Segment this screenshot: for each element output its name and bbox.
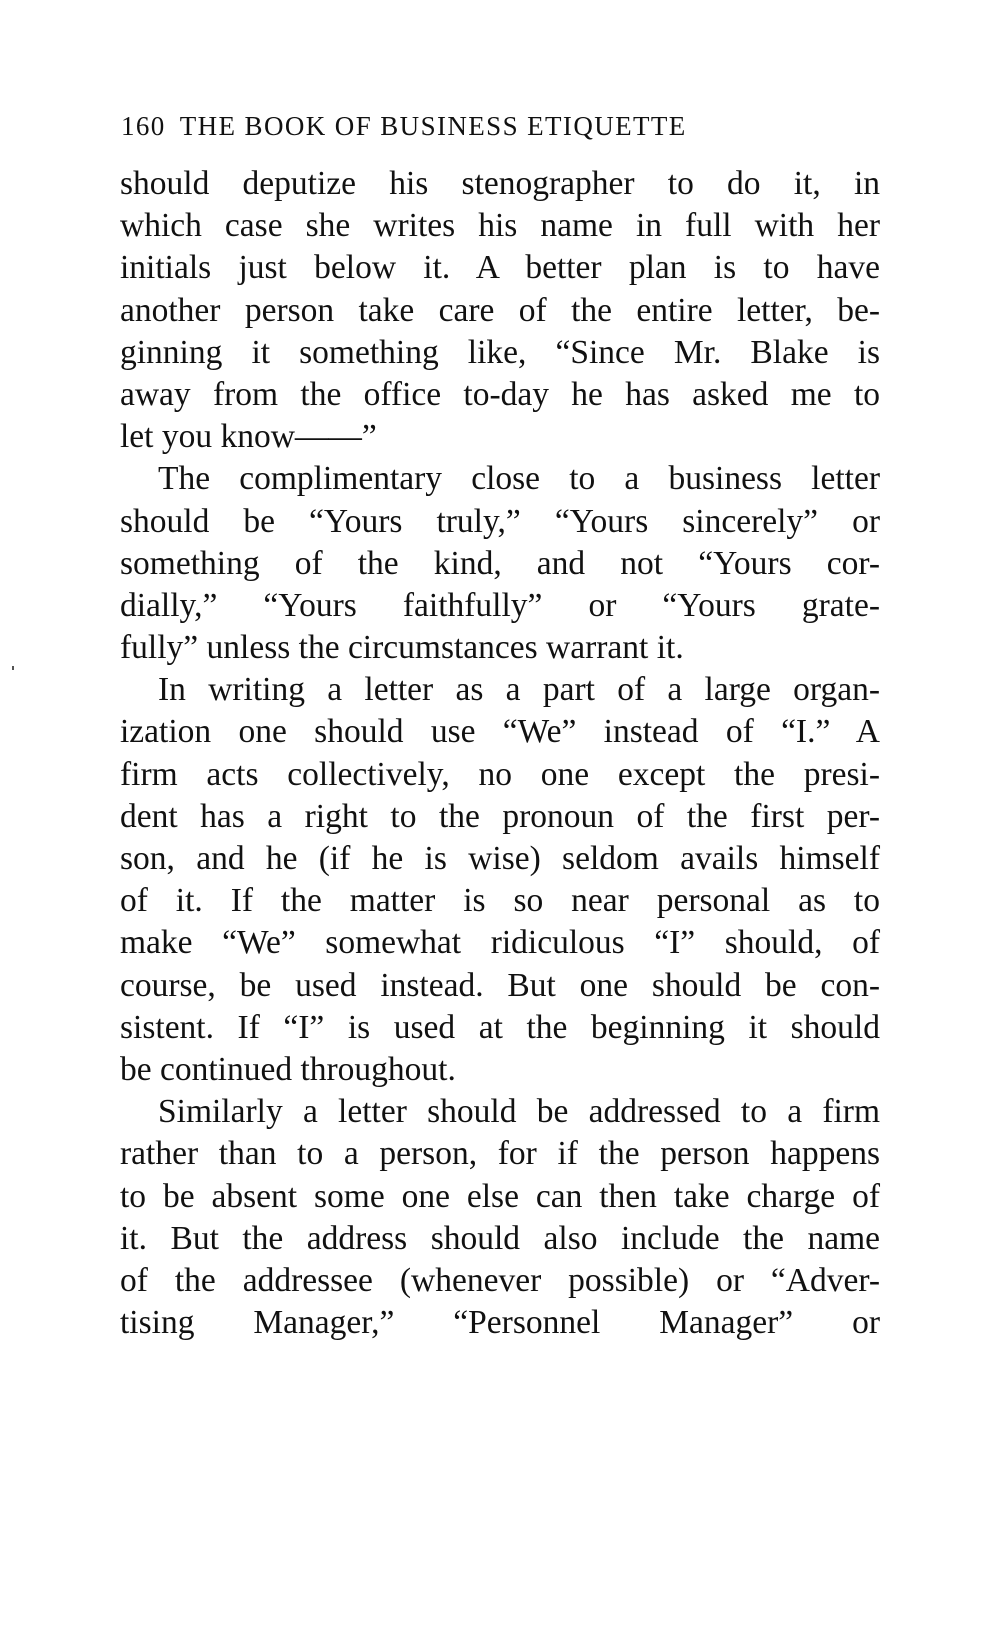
text-line: which case she writes his name in full with her	[120, 207, 880, 245]
body-text	[120, 163, 880, 1344]
paragraph-addressing	[120, 1091, 880, 1344]
text-line: ginning it something like, “Since Mr. Blake is	[120, 333, 880, 371]
running-title: THE BOOK OF BUSINESS ETIQUETTE	[179, 111, 687, 141]
text-line: tising Manager,” “Personnel Manager” or	[120, 1304, 880, 1342]
text-line: In writing a letter as a part of a large organ-	[158, 671, 880, 709]
text-line: firm acts collectively, no one except the presi-	[120, 755, 880, 793]
text-line: dent has a right to the pronoun of the first per-	[120, 797, 880, 835]
text-line: The complimentary close to a business letter	[158, 460, 880, 498]
text-line: another person take care of the entire letter, be-	[120, 291, 880, 329]
text-line: of it. If the matter is so near personal as to	[120, 882, 880, 920]
paragraph-complimentary-close	[120, 458, 880, 669]
text-line: of the addressee (whenever possible) or “Adver-	[120, 1261, 880, 1299]
text-line: let you know——”	[120, 418, 377, 456]
text-line: sistent. If “I” is used at the beginning it should	[120, 1008, 880, 1046]
text-line: it. But the address should also include the name	[120, 1219, 880, 1257]
text-line: rather than to a person, for if the person happens	[120, 1135, 880, 1173]
text-line: fully” unless the circumstances warrant it.	[120, 629, 684, 667]
text-line: to be absent some one else can then take charge of	[120, 1177, 880, 1215]
page-number: 160	[121, 111, 166, 141]
text-line: initials just below it. A better plan is to have	[120, 249, 880, 287]
text-line: make “We” somewhat ridiculous “I” should, of	[120, 924, 880, 962]
text-line: should be “Yours truly,” “Yours sincerely” or	[120, 502, 880, 540]
text-line: dially,” “Yours faithfully” or “Yours grate-	[120, 586, 880, 624]
text-line: should deputize his stenographer to do it, in	[120, 165, 880, 202]
text-line: son, and he (if he is wise) seldom avails himself	[120, 840, 880, 877]
text-line: ization one should use “We” instead of “I.” A	[120, 713, 880, 751]
paragraph-continued	[120, 163, 880, 458]
scan-speck	[12, 666, 14, 670]
text-line: something of the kind, and not “Yours cor-	[120, 544, 880, 582]
text-line: be continued throughout.	[120, 1050, 456, 1088]
text-line: course, be used instead. But one should be con-	[120, 966, 880, 1004]
text-line: Similarly a letter should be addressed to a firm	[158, 1093, 880, 1131]
text-line: away from the office to-day he has asked me to	[120, 375, 880, 413]
running-header	[121, 108, 687, 144]
paragraph-organization	[120, 669, 880, 1091]
